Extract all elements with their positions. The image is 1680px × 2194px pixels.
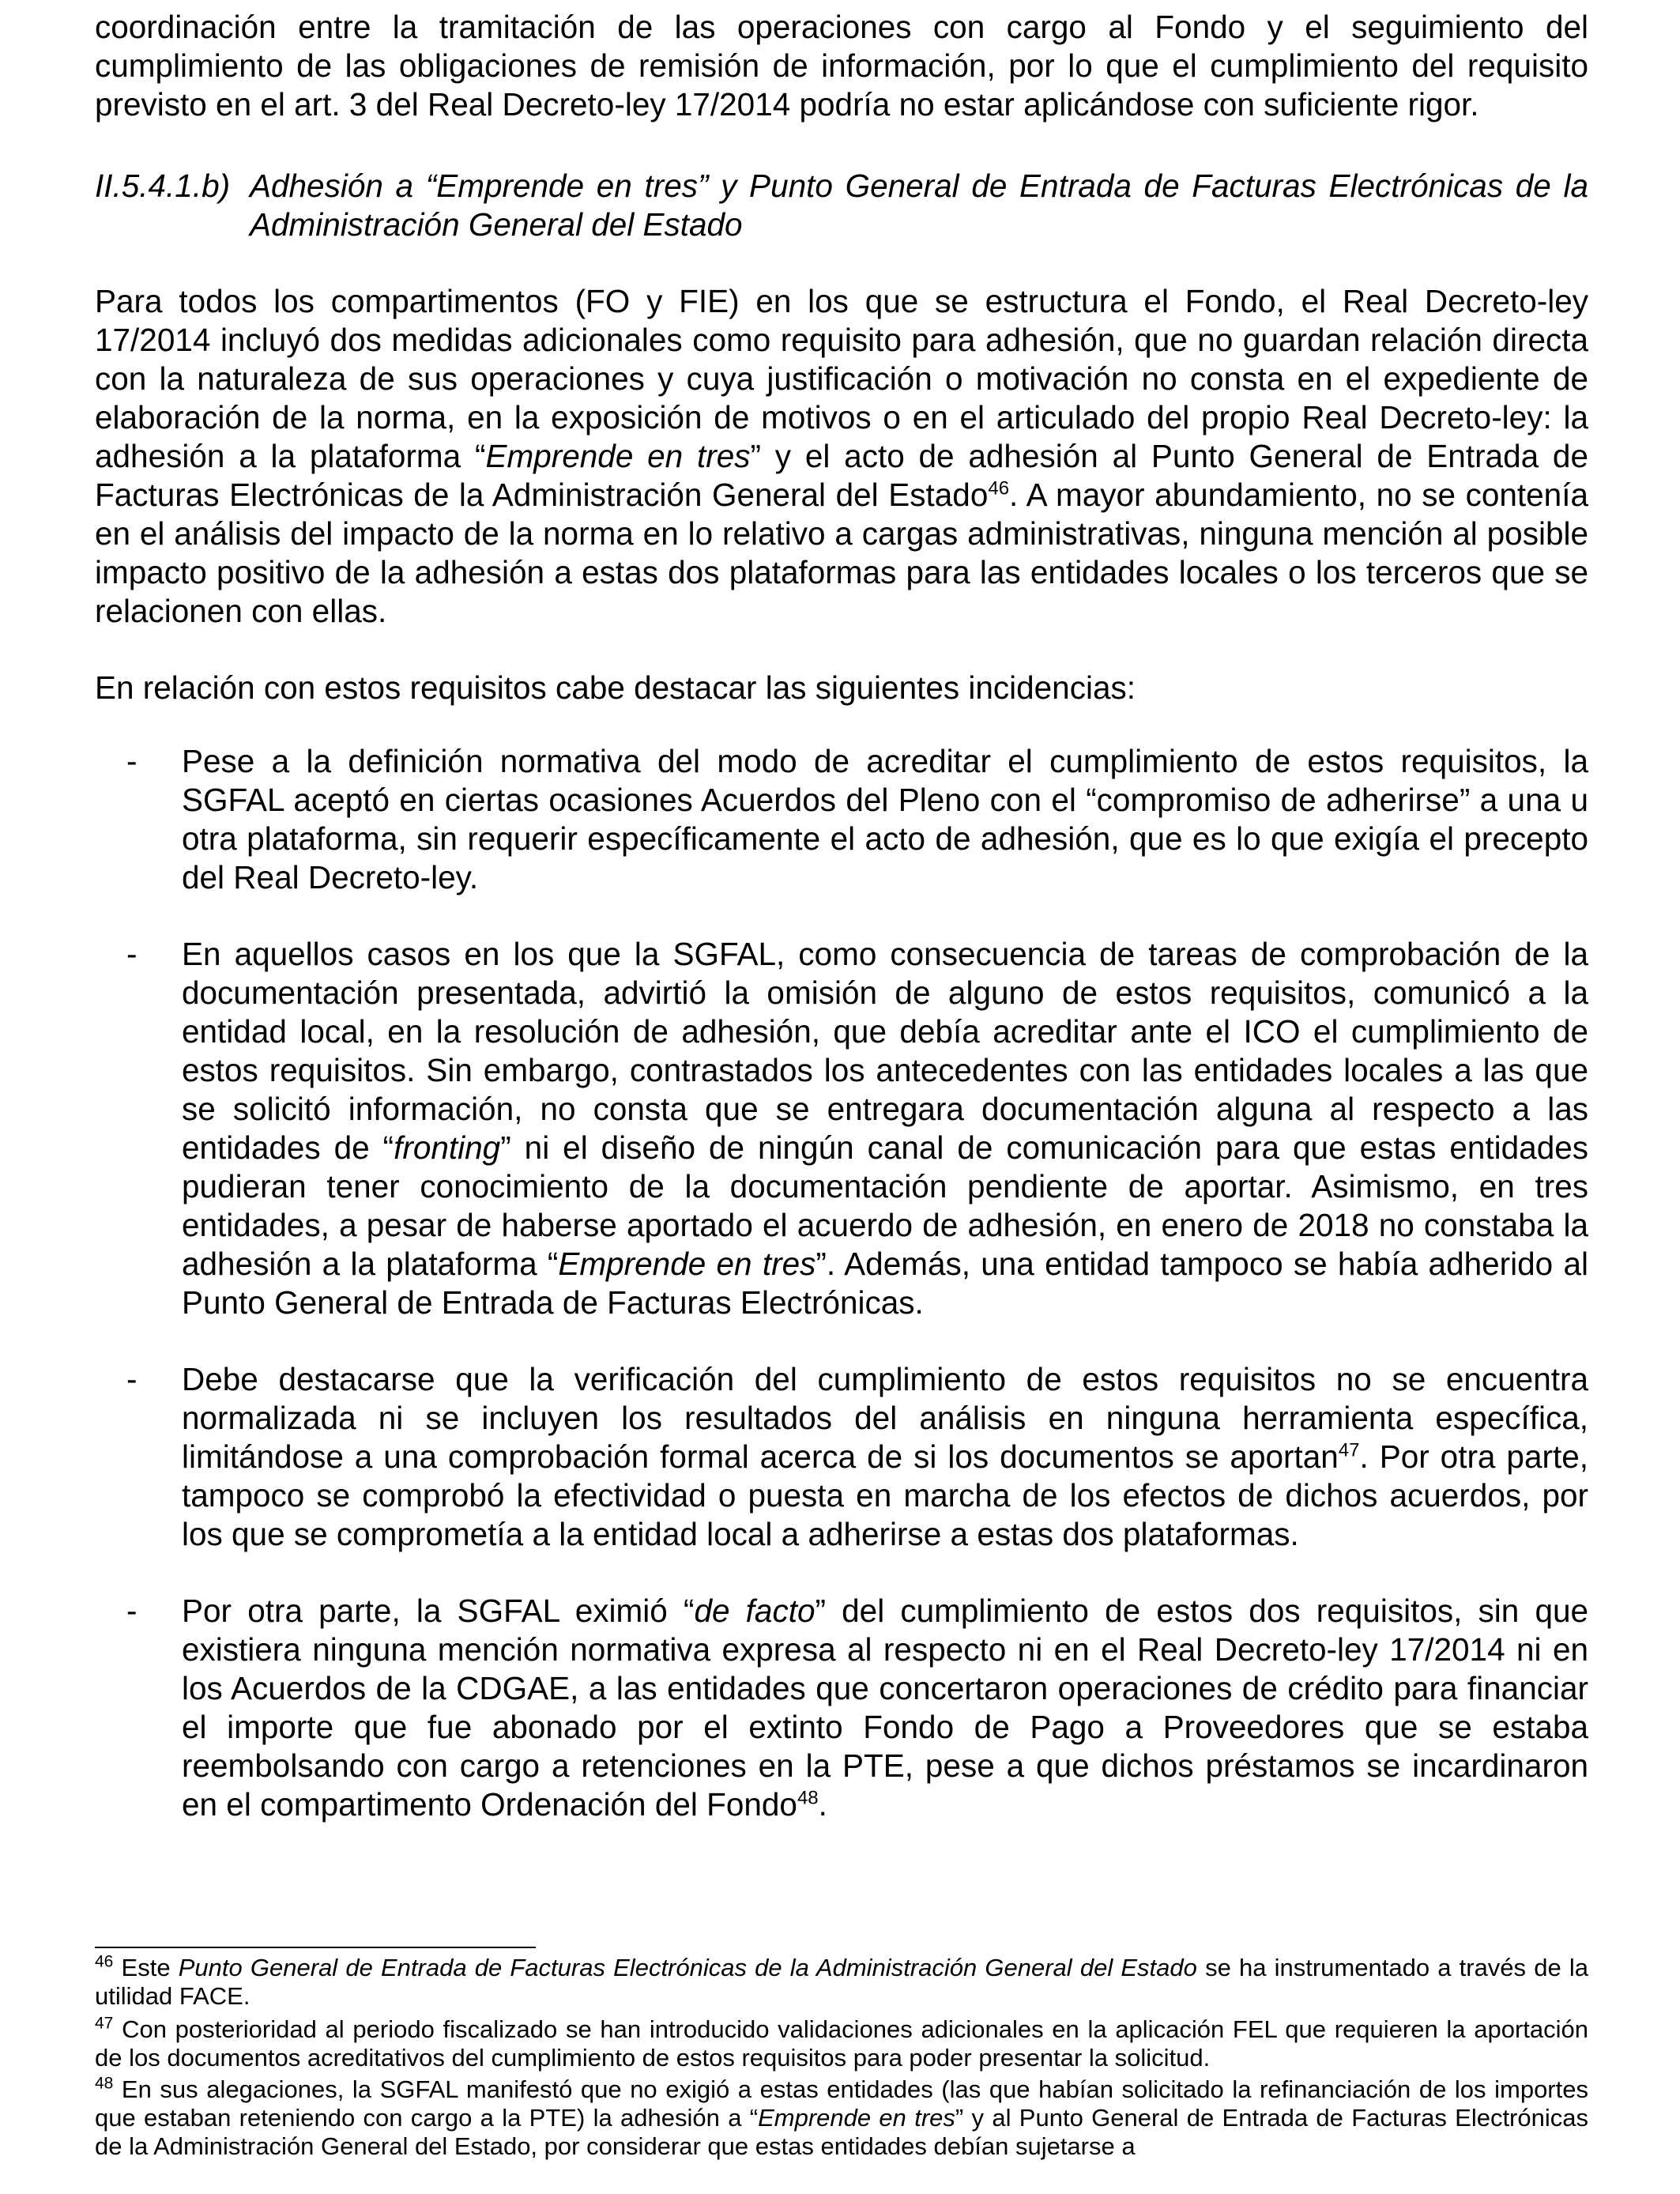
- text-run: Para todos los compartimentos (FO y FIE) en los que se estructura el Fondo, el Real Decreto-ley 17/2014 incluyó dos medidas adicionales como requisito para adhesión, que no guardan relación directa con la naturaleza de sus operaciones y cuya justificación o motivación no consta en el expediente de elaboración de la norma, en la exposición de motivos o en el articulado del propio Real Decreto-ley: la adhesión a la plataforma “: [95, 283, 1588, 474]
- list-item-text: Pese a la definición normativa del modo de acreditar el cumplimiento de estos requisitos, la SGFAL aceptó en ciertas ocasiones Acuerdos del Pleno con el “compromiso de adherirse” a una u otra plataforma, sin requerir específicamente el acto de adhesión, que es lo que exigía el precepto del Real Decreto-ley.: [182, 743, 1588, 895]
- footnote-ref-46[interactable]: 46: [988, 477, 1010, 499]
- text-run: ”. Además, una entidad tampoco se había adherido al Punto General de Entrada de Facturas Electrónicas.: [182, 1246, 1588, 1321]
- text-run: ” y al Punto General de Entrada de Facturas Electrónicas de la Administración General del Estado, por considerar que estas entidades debían sujetarse a: [95, 2104, 1588, 2160]
- list-item-text: [182, 1360, 1588, 1554]
- footnote-number: 48: [95, 2074, 114, 2093]
- text-run: .: [818, 1786, 827, 1823]
- italic-run: de facto: [694, 1593, 816, 1629]
- bullet-dash: -: [126, 1593, 137, 1629]
- italic-run: Emprende en tres: [485, 438, 751, 474]
- text-run: ” ni el diseño de ningún canal de comunicación para que estas entidades pudieran tener conocimiento de la documentación pendiente de aportar. Asimismo, en tres entidades, a pesar de haberse aportado el acuerdo de adhesión, en enero de 2018 no constaba la adhesión a la plataforma “: [182, 1129, 1588, 1282]
- bullet-dash: -: [126, 743, 137, 779]
- paragraph-main: [95, 282, 1588, 631]
- text-run: Este: [113, 1954, 179, 1981]
- section-number: II.5.4.1.b): [95, 168, 231, 204]
- footnote-46: [95, 1954, 1588, 2011]
- list-item: [95, 935, 1588, 1322]
- text-run: Debe destacarse que la verificación del cumplimiento de estos requisitos no se encuentra normalizada ni se incluyen los resultados del análisis en ninguna herramienta específica, limitándose a una comprobación formal acerca de si los documentos se aportan: [182, 1361, 1588, 1475]
- footnote-48: [95, 2075, 1588, 2161]
- text-run: ” del cumplimiento de estos dos requisitos, sin que existiera ninguna mención normativa expresa al respecto ni en el Real Decreto-ley 17/2014 ni en los Acuerdos de la CDGAE, a las entidades que concertaron operaciones de crédito para financiar el importe que fue abonado por el extinto Fondo de Pago a Proveedores que se estaba reembolsando con cargo a retenciones en la PTE, pese a que dichos préstamos se incardinaron en el compartimento Ordenación del Fondo: [182, 1593, 1589, 1823]
- list-item: [95, 1360, 1588, 1554]
- footnote-ref-47[interactable]: 47: [1338, 1439, 1360, 1461]
- list-item: [95, 742, 1588, 897]
- bullet-dash: -: [126, 1361, 137, 1397]
- footnote-number: 46: [95, 1952, 114, 1971]
- document-page: [95, 0, 1588, 1824]
- paragraph-intro: En relación con estos requisitos cabe destacar las siguientes incidencias:: [95, 669, 1136, 706]
- list-item-text: [182, 935, 1588, 1322]
- text-run: Con posterioridad al periodo fiscalizado se han introducido validaciones adicionales en la aplicación FEL que requieren la aportación de los documentos acreditativos del cumplimiento de estos requisitos para poder presentar la solicitud.: [95, 2015, 1588, 2071]
- italic-run: Emprende en tres: [558, 1246, 816, 1282]
- footnote-ref-48[interactable]: 48: [797, 1787, 819, 1809]
- footnote-number: 47: [95, 2014, 114, 2033]
- bullet-dash: -: [126, 936, 137, 972]
- list-item-text: [182, 1592, 1588, 1824]
- text-run: En sus alegaciones, la SGFAL manifestó que no exigió a estas entidades (las que habían solicitado la refinanciación de los importes que estaban reteniendo con cargo a la PTE) la adhesión a “: [95, 2075, 1588, 2132]
- text-run: ” y el acto de adhesión al Punto General de Entrada de Facturas Electrónicas de la Administración General del Estado: [95, 438, 1588, 513]
- paragraph-top: coordinación entre la tramitación de las operaciones con cargo al Fondo y el seguimiento del cumplimiento de las obligaciones de remisión de información, por lo que el cumplimiento del requisito previsto en el art. 3 del Real Decreto-ley 17/2014 podría no estar aplicándose con suficiente rigor.: [95, 9, 1588, 123]
- text-run: se ha instrumentado a través de la utilidad FACE.: [95, 1954, 1588, 2010]
- text-run: . A mayor abundamiento, no se contenía en el análisis del impacto de la norma en lo relativo a cargas administrativas, ninguna mención al posible impacto positivo de la adhesión a estas dos plataformas para las entidades locales o los terceros que se relacionen con ellas.: [95, 477, 1588, 629]
- footnote-47: [95, 2015, 1588, 2072]
- italic-run: Emprende en tres: [758, 2104, 955, 2132]
- incidencias-list: [95, 742, 1588, 1824]
- text-run: . Por otra parte, tampoco se comprobó la efectividad o puesta en marcha de los efectos de dichos acuerdos, por los que se comprometía a la entidad local a adherirse a estas dos plataformas.: [182, 1438, 1588, 1552]
- section-title: Adhesión a “Emprende en tres” y Punto General de Entrada de Facturas Electrónicas de la Administración General del Estado: [250, 168, 1588, 243]
- italic-run: Punto General de Entrada de Facturas Electrónicas de la Administración General del Estado: [178, 1954, 1197, 1981]
- italic-run: fronting: [394, 1129, 501, 1166]
- footnote-separator: [95, 1947, 536, 1948]
- section-heading: [95, 167, 1588, 244]
- list-item: [95, 1592, 1588, 1824]
- text-run: En aquellos casos en los que la SGFAL, como consecuencia de tareas de comprobación de la documentación presentada, advirtió la omisión de alguno de estos requisitos, comunicó a la entidad local, en la resolución de adhesión, que debía acreditar ante el ICO el cumplimiento de estos requisitos. Sin embargo, contrastados los antecedentes con las entidades locales a las que se solicitó información, no consta que se entregara documentación alguna al respecto a las entidades de “: [182, 936, 1588, 1166]
- text-run: Por otra parte, la SGFAL eximió “: [182, 1593, 695, 1629]
